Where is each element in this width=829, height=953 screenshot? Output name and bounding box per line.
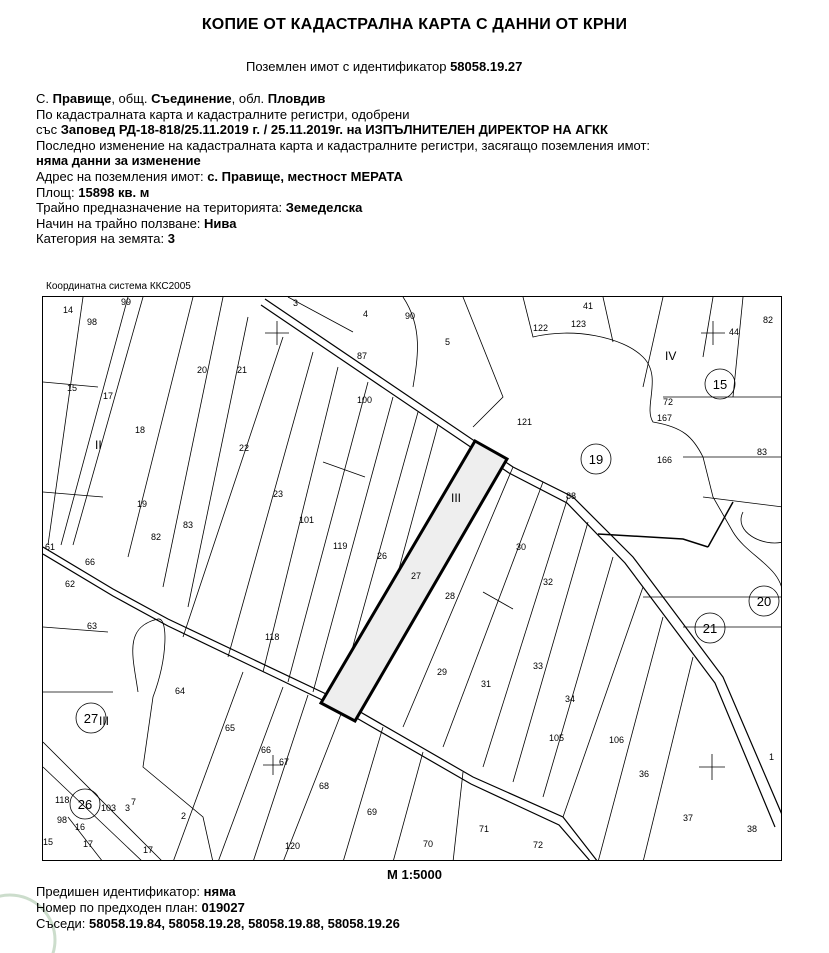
parcel-number: 33: [533, 661, 544, 671]
document-title: КОПИЕ ОТ КАДАСТРАЛНА КАРТА С ДАННИ ОТ КРНИ: [201, 16, 628, 33]
municipality-name: Съединение: [151, 91, 232, 106]
parcel-number: 71: [479, 824, 490, 834]
order-value: Заповед РД-18-818/25.11.2019 г. / 25.11.2019г. на ИЗПЪЛНИТЕЛЕН ДИРЕКТОР НА АГКК: [60, 122, 608, 138]
address-label: Адрес на поземления имот:: [36, 168, 208, 184]
parcel-number: 72: [533, 840, 544, 850]
parcel-number: 66: [261, 745, 272, 755]
parcel-number: 18: [135, 425, 146, 435]
location-prefix: С.: [36, 91, 53, 106]
last-change-text: няма данни за изменение: [36, 153, 201, 169]
parcel-number: 101: [299, 515, 315, 525]
region-prefix: , обл.: [231, 91, 268, 106]
prev-plan-value: 019027: [201, 900, 245, 915]
parcel-number: 103: [101, 803, 117, 813]
parcel-number: 122: [533, 323, 549, 333]
quarter-number: 26: [77, 797, 93, 812]
parcel-number: 22: [239, 443, 250, 453]
map-scale: М 1:5000: [387, 867, 442, 882]
prev-plan-label: Номер по предходен план:: [36, 900, 202, 915]
cadastral-map-drawing: [43, 297, 782, 861]
usage-value: Нива: [204, 215, 237, 231]
parcel-number: 30: [516, 542, 527, 552]
parcel-number: 83: [757, 447, 768, 457]
prev-identifier-value: няма: [203, 884, 236, 899]
parcel-number: 98: [57, 815, 68, 825]
parcel-number: 106: [609, 735, 625, 745]
category-label: Категория на земята:: [36, 231, 168, 247]
parcel-number: III: [451, 491, 462, 505]
parcel-number: 69: [367, 807, 378, 817]
order-prefix: със: [36, 122, 61, 138]
parcel-number: 41: [583, 301, 594, 311]
address-line: [36, 169, 650, 185]
area-value: 15898 кв. м: [78, 184, 150, 200]
parcel-number: 29: [437, 667, 448, 677]
parcel-number: 28: [445, 591, 456, 601]
parcel-number: 62: [65, 579, 76, 589]
parcel-number: 123: [571, 319, 587, 329]
cadastral-map: [42, 296, 782, 861]
parcel-number: 67: [279, 757, 290, 767]
footer-info: [36, 884, 400, 932]
parcel-number: 70: [423, 839, 434, 849]
quarter-number: 15: [712, 377, 728, 392]
parcel-number: 38: [747, 824, 758, 834]
parcel-number: 65: [225, 723, 236, 733]
quarter-number: 27: [83, 711, 99, 726]
road-edge-low-2: [43, 554, 591, 861]
highlighted-parcel-27: [321, 441, 507, 721]
parcel-number: 17: [83, 839, 94, 849]
purpose-line: [36, 200, 650, 216]
parcel-number: 32: [543, 577, 554, 587]
village-name: Правище: [52, 91, 112, 106]
parcel-number: 105: [549, 733, 565, 743]
road-edge-top-2: [261, 305, 775, 827]
parcel-number: 118: [265, 632, 280, 642]
neighbours-value: 58058.19.84, 58058.19.28, 58058.19.88, 58058.19.26: [89, 916, 400, 931]
road-edge-top: [265, 299, 782, 817]
parcel-number: 64: [175, 686, 186, 696]
identifier-label: Поземлен имот с идентификатор: [246, 59, 447, 74]
parcel-number: 120: [285, 841, 301, 851]
parcel-number: 87: [357, 351, 368, 361]
parcel-number: 19: [137, 499, 148, 509]
parcel-number: 119: [333, 541, 348, 551]
parcel-number: 121: [517, 417, 533, 427]
parcel-number: 36: [639, 769, 650, 779]
parcel-number: 1: [769, 752, 775, 762]
parcel-number: 5: [445, 337, 451, 347]
parcel-number: 99: [121, 297, 132, 307]
quarter-number: 19: [588, 452, 604, 467]
parcel-number: 3: [293, 298, 299, 308]
area-label: Площ:: [36, 184, 79, 200]
quarter-number: 21: [702, 621, 718, 636]
parcel-number: 3: [125, 803, 131, 813]
order-line: [36, 122, 650, 138]
roman-label: IV: [665, 349, 677, 363]
neighbours-label: Съседи:: [36, 916, 90, 931]
parcel-number: 7: [131, 797, 137, 807]
parcel-number: 61: [45, 542, 56, 552]
usage-line: [36, 216, 650, 232]
parcel-number: 15: [67, 383, 78, 393]
region-name: Пловдив: [267, 91, 326, 106]
purpose-label: Трайно предназначение на територията:: [36, 200, 286, 216]
parcel-number: 83: [183, 520, 194, 530]
parcel-number: 37: [683, 813, 694, 823]
category-value: 3: [167, 231, 175, 247]
prev-identifier-line: [36, 884, 400, 900]
area-line: [36, 185, 650, 201]
neighbours-line: [36, 916, 400, 932]
last-change-line: Последно изменение на кадастралната карта и кадастралните регистри, засягащо поземления имот:: [36, 137, 651, 153]
address-value: с. Правище, местност МЕРАТА: [207, 168, 403, 184]
parcel-number: 14: [63, 305, 74, 315]
parcel-number: 63: [87, 621, 98, 631]
prev-plan-line: [36, 900, 400, 916]
quarter-number: 20: [756, 594, 772, 609]
identifier-line: [246, 59, 522, 74]
parcel-number: 90: [405, 311, 416, 321]
category-line: [36, 231, 650, 247]
parcel-number: 20: [197, 365, 208, 375]
location-line: [36, 91, 650, 107]
parcel-number: 34: [565, 694, 576, 704]
parcel-number: 2: [181, 811, 187, 821]
parcel-number: 166: [657, 455, 673, 465]
parcel-number: 66: [85, 557, 96, 567]
parcel-number: 82: [763, 315, 774, 325]
parcel-number: 17: [143, 845, 154, 855]
coordinate-system-label: Координатна система ККС2005: [46, 281, 191, 292]
parcel-number: 68: [319, 781, 330, 791]
parcel-number: 4: [363, 309, 369, 319]
parcel-number: 82: [151, 532, 162, 542]
parcel-number: 72: [663, 397, 674, 407]
parcel-number: 21: [237, 365, 248, 375]
parcel-number: II: [95, 438, 102, 452]
identifier-value: 58058.19.27: [450, 59, 523, 74]
parcel-number: 26: [377, 551, 388, 561]
roman-label: III: [99, 714, 110, 728]
approved-line: По кадастралната карта и кадастралните регистри, одобрени: [36, 106, 410, 122]
parcel-number: 167: [657, 413, 673, 423]
municipality-prefix: , общ.: [111, 91, 152, 106]
purpose-value: Земеделска: [285, 200, 363, 216]
usage-label: Начин на трайно ползване:: [36, 215, 205, 231]
parcel-number: 23: [273, 489, 284, 499]
parcel-number: 17: [103, 391, 114, 401]
parcel-number: 44: [729, 327, 740, 337]
parcel-number: 31: [481, 679, 492, 689]
parcel-number: 88: [566, 491, 577, 501]
map-labels: [43, 297, 779, 855]
parcel-number: 16: [75, 822, 86, 832]
parcel-number: 118: [55, 795, 70, 805]
last-change-value: [36, 153, 650, 169]
parcel-number: 27: [411, 571, 422, 581]
parcel-number: 100: [357, 395, 373, 405]
prev-identifier-label: Предишен идентификатор:: [36, 884, 204, 899]
property-info: [36, 91, 650, 247]
parcel-number: 98: [87, 317, 98, 327]
parcel-number: 15: [43, 837, 54, 847]
